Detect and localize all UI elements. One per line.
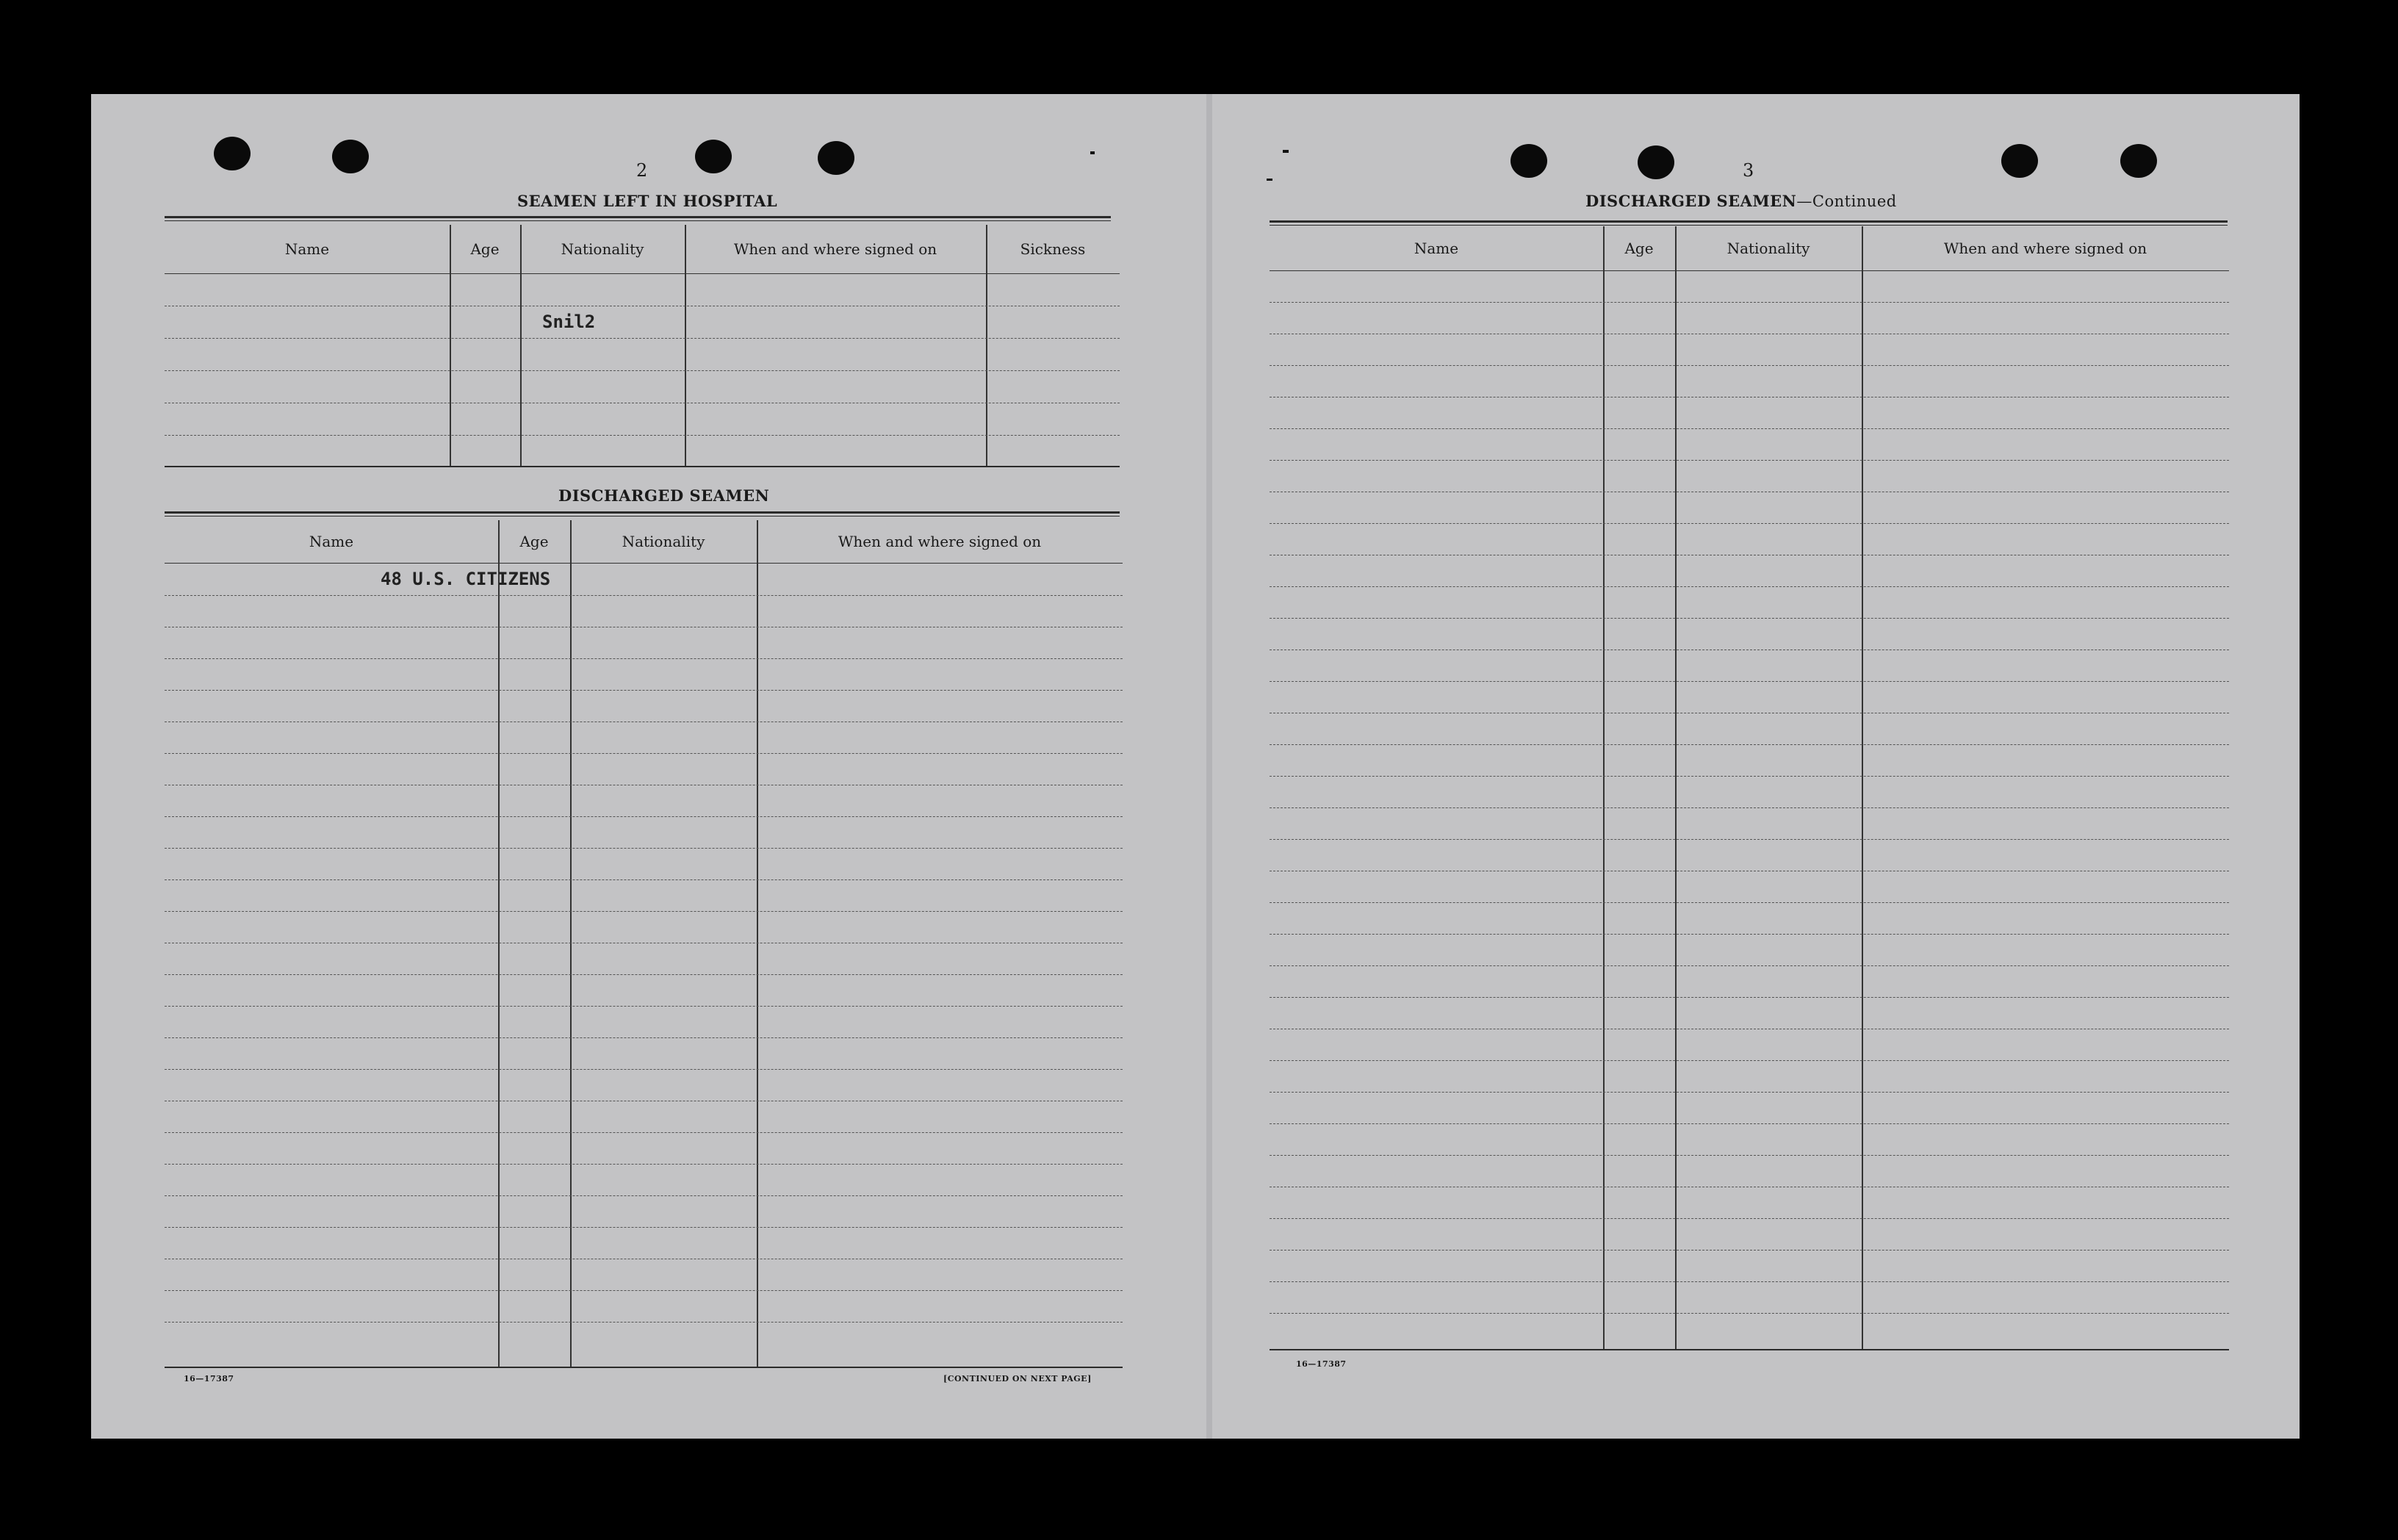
column-header-sickness: Sickness	[1020, 240, 1086, 258]
row-rule	[1270, 776, 2229, 777]
punch-hole	[332, 140, 369, 173]
column-divider	[570, 520, 572, 1367]
column-header-signed-on: When and where signed on	[838, 533, 1042, 550]
column-header-signed-on: When and where signed on	[1943, 240, 2147, 257]
row-rule	[165, 690, 1123, 691]
row-rule	[1270, 618, 2229, 619]
row-rule	[165, 816, 1123, 817]
column-header-nationality: Nationality	[561, 240, 644, 258]
row-rule	[1270, 807, 2229, 808]
speck	[1090, 151, 1095, 154]
row-rule	[1270, 934, 2229, 935]
form-number: 16—17387	[184, 1374, 234, 1384]
table-header	[1270, 226, 2229, 271]
hospital-title: SEAMEN LEFT IN HOSPITAL	[517, 192, 778, 210]
row-rule	[165, 370, 1120, 371]
punch-hole	[695, 140, 732, 173]
page-number: 3	[1743, 160, 1754, 181]
row-rule	[1270, 997, 2229, 998]
form-number: 16—17387	[1296, 1359, 1347, 1369]
punch-hole	[2120, 144, 2157, 178]
table-header	[165, 520, 1123, 564]
hospital-table	[165, 225, 1120, 467]
row-rule	[165, 1006, 1123, 1007]
row-rule	[1270, 681, 2229, 682]
row-rule	[165, 1164, 1123, 1165]
punch-hole	[214, 137, 251, 170]
row-rule	[165, 1132, 1123, 1133]
row-rule	[1270, 302, 2229, 303]
row-rule	[1270, 1155, 2229, 1156]
title-continued: —Continued	[1796, 192, 1897, 210]
row-rule	[165, 1227, 1123, 1228]
column-header-nationality: Nationality	[622, 533, 705, 550]
row-rule	[1270, 1123, 2229, 1124]
title-main: DISCHARGED SEAMEN	[1585, 192, 1797, 210]
row-rule	[1270, 965, 2229, 966]
typed-nationality-entry: Snil2	[542, 312, 596, 332]
document-sheet	[91, 94, 2300, 1439]
row-rule	[1270, 365, 2229, 366]
row-rule	[1270, 1218, 2229, 1219]
title-rule	[165, 216, 1111, 221]
column-header-age: Age	[470, 240, 500, 258]
continued-note: [CONTINUED ON NEXT PAGE]	[943, 1374, 1092, 1384]
column-divider	[1603, 226, 1605, 1349]
row-rule	[165, 879, 1123, 880]
row-rule	[165, 848, 1123, 849]
row-rule	[1270, 839, 2229, 840]
punch-hole	[2001, 144, 2038, 178]
row-rule	[165, 911, 1123, 912]
row-rule	[1270, 902, 2229, 903]
row-rule	[1270, 1060, 2229, 1061]
page-fold	[1206, 94, 1212, 1439]
column-divider	[986, 225, 987, 466]
column-header-signed-on: When and where signed on	[733, 240, 937, 258]
punch-hole	[1638, 145, 1674, 179]
page-number: 2	[636, 160, 648, 181]
column-header-age: Age	[1624, 240, 1654, 257]
row-rule	[1270, 744, 2229, 745]
row-rule	[1270, 1313, 2229, 1314]
column-divider	[685, 225, 686, 466]
table-header	[165, 225, 1120, 274]
column-divider	[1862, 226, 1863, 1349]
speck	[1283, 150, 1289, 153]
title-rule	[1270, 220, 2228, 226]
column-divider	[520, 225, 522, 466]
column-divider	[498, 520, 500, 1367]
row-rule	[165, 1322, 1123, 1323]
row-rule	[165, 338, 1120, 339]
column-header-name: Name	[1414, 240, 1459, 257]
row-rule	[165, 974, 1123, 975]
column-divider	[450, 225, 451, 466]
row-rule	[165, 1037, 1123, 1038]
column-header-age: Age	[519, 533, 549, 550]
row-rule	[165, 1290, 1123, 1291]
discharged-title: DISCHARGED SEAMEN	[558, 486, 770, 505]
row-rule	[1270, 523, 2229, 524]
row-rule	[1270, 1250, 2229, 1251]
discharged-continued-table	[1270, 226, 2229, 1350]
row-rule	[165, 658, 1123, 659]
column-divider	[757, 520, 758, 1367]
row-rule	[1270, 428, 2229, 429]
typed-name-entry: 48 U.S. CITIZENS	[381, 569, 551, 589]
row-rule	[1270, 1281, 2229, 1282]
row-rule	[165, 435, 1120, 436]
row-rule	[165, 595, 1123, 596]
discharged-continued-title	[1585, 192, 1967, 210]
punch-hole	[818, 141, 854, 175]
row-rule	[1270, 586, 2229, 587]
column-header-name: Name	[284, 240, 330, 258]
punch-hole	[1511, 144, 1547, 178]
row-rule	[1270, 460, 2229, 461]
discharged-table	[165, 520, 1123, 1368]
row-rule	[165, 1069, 1123, 1070]
column-header-nationality: Nationality	[1727, 240, 1810, 257]
row-rule	[1270, 1092, 2229, 1093]
title-rule	[165, 511, 1120, 517]
row-rule	[165, 1195, 1123, 1196]
speck	[1267, 179, 1272, 181]
column-header-name: Name	[309, 533, 354, 550]
column-divider	[1675, 226, 1677, 1349]
row-rule	[165, 753, 1123, 754]
